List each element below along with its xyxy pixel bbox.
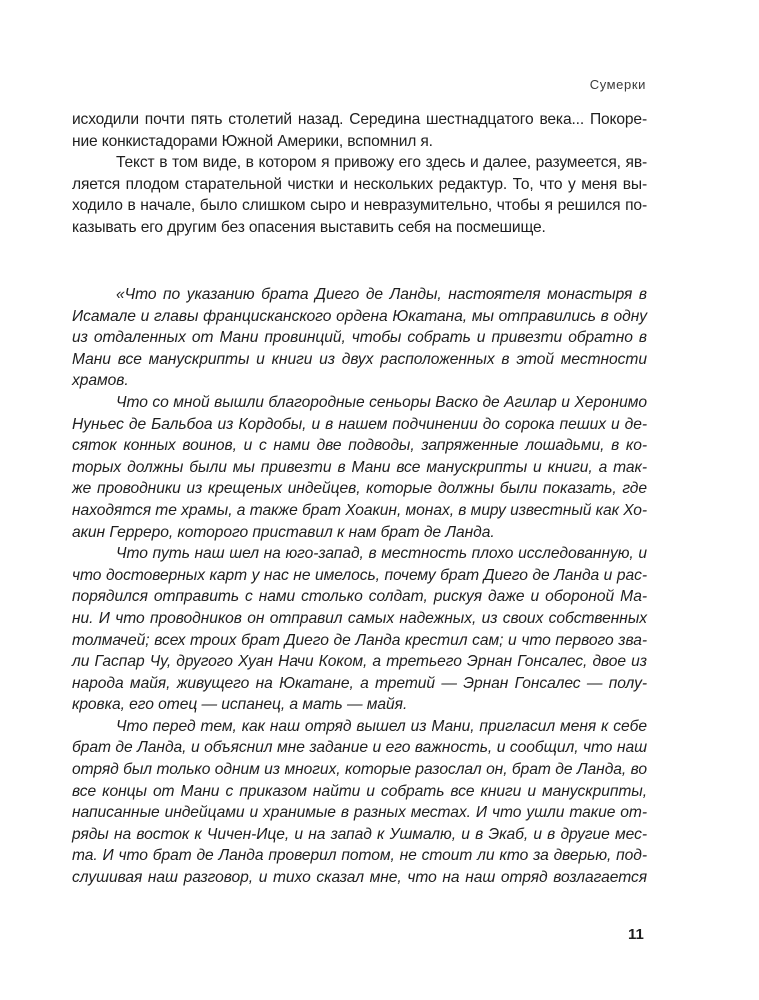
text-line: та. И что брат де Ланда проверил потом, не стоит ли кто за дверью, под- bbox=[72, 847, 647, 865]
text-line: ние конкистадорами Южной Америки, вспомнил я. bbox=[72, 132, 433, 150]
text-line: ляется плодом старательной чистки и нескольких редактур. То, что у меня вы- bbox=[72, 175, 647, 193]
text-line: все концы от Мани с приказом найти и собрать все книги и манускрипты, bbox=[72, 782, 647, 800]
running-head: Сумерки bbox=[589, 77, 646, 92]
text-line: казывать его другим без опасения выставить себя на посмешище. bbox=[72, 218, 546, 236]
text-line: Мани все манускрипты и книги из двух расположенных в этой местности bbox=[72, 350, 647, 368]
text-line: написанные индейцами и хранимые в разных местах. И что ушли такие от- bbox=[72, 804, 647, 822]
text-line: Текст в том виде, в котором я привожу его здесь и далее, разумеется, яв- bbox=[116, 154, 647, 172]
text-line: толмачей; всех троих брат Диего де Ланда крестил сам; и что первого зва- bbox=[72, 631, 647, 649]
text-line: сяток конных воинов, и с нами две подводы, запряженные лошадьми, в ко- bbox=[72, 437, 647, 455]
text-line: ли Гаспар Чу, другого Хуан Начи Коком, а третьего Эрнан Гонсалес, двое из bbox=[72, 653, 647, 671]
quoted-manuscript-text bbox=[72, 284, 647, 889]
text-line: слушивая наш разговор, и тихо сказал мне, что на наш отряд возлагается bbox=[72, 869, 647, 887]
text-line: из отдаленных от Мани провинций, чтобы собрать и привезти обратно в bbox=[72, 329, 647, 347]
text-line: брат де Ланда, и объяснил мне задание и его важность, и сообщил, что наш bbox=[72, 739, 647, 757]
text-line: Что путь наш шел на юго-запад, в местность плохо исследованную, и bbox=[116, 545, 647, 563]
text-line: акин Герреро, которого приставил к нам брат де Ланда. bbox=[72, 523, 495, 541]
text-line: ряды на восток к Чичен-Ице, и на запад к Ушмалю, и в Экаб, и в другие мес- bbox=[72, 825, 647, 843]
text-line: «Что по указанию брата Диего де Ланды, настоятеля монастыря в bbox=[116, 286, 647, 303]
text-line: ходило в начале, было слишком сыро и невразумительно, чтобы я решился по- bbox=[72, 197, 647, 215]
text-line: Исамале и главы францисканского ордена Юкатана, мы отправились в одну bbox=[72, 307, 647, 325]
body-text bbox=[72, 109, 647, 239]
page-number: 11 bbox=[628, 926, 644, 943]
text-line: кровка, его отец — испанец, а мать — майя. bbox=[72, 696, 408, 714]
text-line: торых должны были мы привезти в Мани все манускрипты и книги, а так- bbox=[72, 458, 647, 476]
text-line: находятся те храмы, а также брат Хоакин, монах, в миру известный как Хо- bbox=[72, 501, 647, 519]
text-line: что достоверных карт у нас не имелось, почему брат Диего де Ланда и рас- bbox=[72, 566, 647, 584]
text-line: храмов. bbox=[72, 372, 129, 390]
text-line: же проводники из крещеных индейцев, которые должны были показать, где bbox=[72, 480, 647, 498]
text-line: Что перед тем, как наш отряд вышел из Мани, пригласил меня к себе bbox=[116, 717, 647, 735]
text-line: исходили почти пять столетий назад. Середина шестнадцатого века... Покоре- bbox=[72, 111, 647, 128]
text-line: порядился отправить с нами столько солдат, рискуя даже и обороной Ма- bbox=[72, 588, 647, 606]
text-line: отряд был только одним из многих, которые разослал он, брат де Ланда, во bbox=[72, 761, 647, 779]
text-line: Что со мной вышли благородные сеньоры Васко де Агилар и Херонимо bbox=[116, 393, 647, 411]
text-line: Нуньес де Бальбоа из Кордобы, и в нашем подчинении до сорока пеших и де- bbox=[72, 415, 647, 433]
text-line: народа майя, живущего на Юкатане, а третий — Эрнан Гонсалес — полу- bbox=[72, 674, 647, 692]
text-line: ни. И что проводников он отправил самых надежных, из своих собственных bbox=[72, 609, 647, 627]
